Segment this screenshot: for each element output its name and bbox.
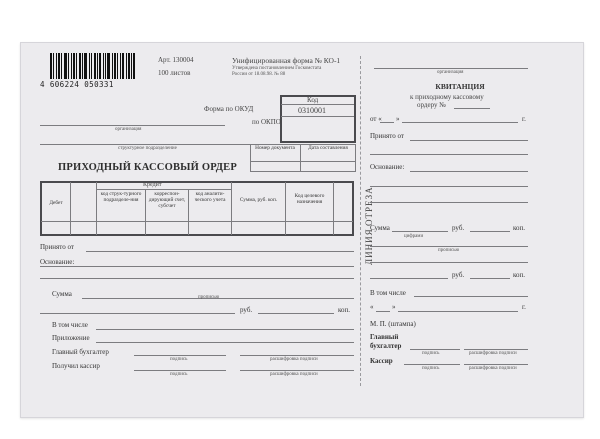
receipt-subtitle-1: к приходному кассовому: [410, 93, 484, 101]
receipt-kop-2: коп.: [513, 271, 526, 279]
chief-accountant-label: Главный бухгалтер: [52, 348, 109, 356]
receipt-chief-signature: подпись: [422, 351, 440, 356]
receipt-sum-label: Сумма: [370, 224, 390, 232]
barcode-digits: 4 606224 050331: [40, 80, 114, 89]
receipt-subtitle-2: ордеру №: [417, 101, 446, 109]
signature-decode-caption: расшифровка подписи: [270, 357, 318, 362]
form-name: Унифицированная форма № КО-1: [232, 56, 341, 65]
tear-line-cut-word: ОТРЕЗА: [364, 186, 374, 226]
receipt-words-caption: прописью: [438, 248, 460, 253]
tear-line-word: ЛИНИЯ: [364, 228, 374, 265]
receipt-received-from: Принято от: [370, 132, 404, 140]
receipt-chief-2: бухгалтер: [370, 342, 402, 350]
col-corr-account: корреспон-дирующий счет, субсчет: [148, 191, 186, 209]
okud-value: 0310001: [298, 106, 326, 115]
receipt-cashier: Кассир: [370, 357, 393, 365]
col-subdivision: код струк-турного подразделе-ния: [100, 191, 142, 203]
stamp-label: М. П. (штампа): [370, 320, 416, 328]
including-label: В том числе: [52, 321, 88, 329]
code-header: Код: [307, 96, 319, 104]
basis-label: Основание:: [40, 258, 75, 266]
kop-label: коп.: [338, 306, 351, 314]
article-number: Арт. 130004: [158, 56, 194, 64]
cashier-signature-caption: подпись: [170, 372, 188, 377]
receipt-kop: коп.: [513, 224, 526, 232]
receipt-cashier-signature: подпись: [422, 366, 440, 371]
receipt-basis: Основание:: [370, 163, 405, 171]
sum-label: Сумма: [52, 290, 72, 298]
subdivision-caption: структурное подразделение: [118, 146, 177, 151]
organization-caption: организация: [115, 127, 142, 132]
receipt-chief-decode: расшифровка подписи: [469, 351, 517, 356]
date-label: Дата составления: [308, 145, 348, 151]
receipt-from-prefix: от «: [370, 115, 382, 123]
barcode: [50, 53, 150, 79]
col-analytic: код аналити-ческого учета: [194, 191, 226, 203]
credit-header: Кредит: [143, 182, 162, 188]
receipt-from-quote: »: [396, 115, 400, 123]
cashier-decode-caption: расшифровка подписи: [270, 372, 318, 377]
receipt-date-quote: »: [392, 303, 396, 311]
receipt-date-year: г.: [522, 303, 526, 311]
signature-caption: подпись: [170, 357, 188, 362]
okud-label: Форма по ОКУД: [204, 105, 254, 113]
tear-line: [360, 56, 361, 386]
receipt-chief-1: Главный: [370, 333, 399, 341]
cashier-label: Получил кассир: [52, 362, 100, 370]
okpo-label: по ОКПО: [252, 118, 281, 126]
receipt-cashier-decode: расшифровка подписи: [469, 366, 517, 371]
receipt-digits-caption: цифрами: [404, 234, 424, 239]
received-from-field[interactable]: [86, 251, 354, 252]
receipt-org-caption: организация: [437, 70, 464, 75]
receipt-rub: руб.: [452, 224, 465, 232]
in-words-caption: прописью: [198, 295, 220, 300]
sheet-count: 100 листов: [158, 69, 191, 77]
receipt-title: КВИТАНЦИЯ: [435, 82, 485, 91]
receipt-rub-2: руб.: [452, 271, 465, 279]
receipt-date-prefix: «: [370, 303, 374, 311]
receipt-year-suffix: г.: [522, 115, 526, 123]
approval-line-1: Утверждена постановлением Госкомстата: [232, 66, 322, 71]
debit-header: Дебет: [49, 200, 63, 206]
attachment-label: Приложение: [52, 334, 90, 342]
col-sum: Сумма, руб. коп.: [239, 197, 278, 203]
doc-number-label: Номер документа: [255, 145, 295, 151]
approval-line-2: России от 18.08.98. № 88: [232, 72, 286, 77]
receipt-including: В том числе: [370, 289, 406, 297]
main-title: ПРИХОДНЫЙ КАССОВЫЙ ОРДЕР: [58, 162, 237, 173]
received-from-label: Принято от: [40, 243, 74, 251]
col-purpose: Код целевого назначения: [294, 193, 325, 205]
rub-label: руб.: [240, 306, 253, 314]
